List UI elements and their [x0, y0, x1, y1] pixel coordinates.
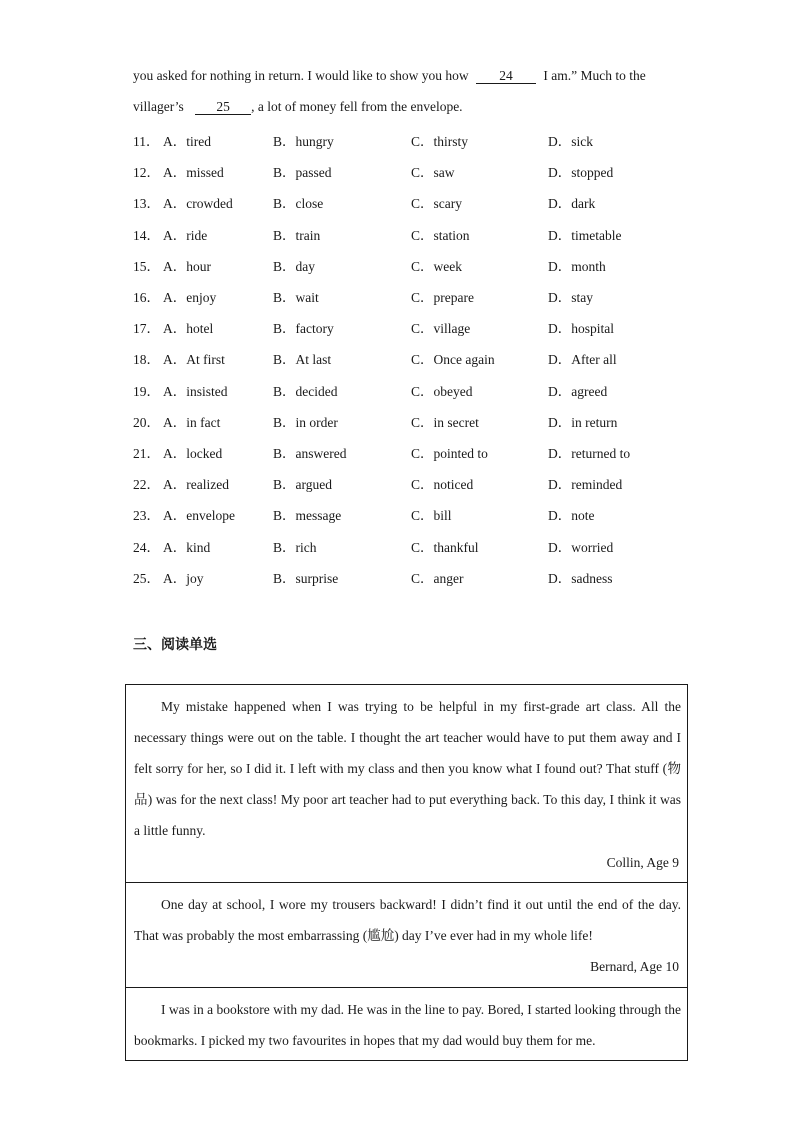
story-box-3	[125, 987, 688, 1061]
option-b[interactable]: B．surprise	[273, 571, 339, 586]
question-number: 23．	[133, 508, 160, 523]
question-20	[133, 411, 693, 431]
question-number: 17．	[133, 321, 160, 336]
option-c[interactable]: C．week	[411, 259, 462, 274]
option-b[interactable]: B．train	[273, 228, 321, 243]
option-c[interactable]: C．thankful	[411, 540, 479, 555]
passage-line-2	[133, 99, 463, 115]
story-signature: Bernard, Age 10	[590, 959, 679, 974]
option-d[interactable]: D．stay	[548, 290, 593, 305]
question-13	[133, 192, 693, 212]
story-text	[134, 994, 681, 1056]
option-b[interactable]: B．At last	[273, 352, 332, 367]
option-a[interactable]: A．insisted	[163, 384, 228, 399]
question-14	[133, 224, 693, 244]
option-c[interactable]: C．Once again	[411, 352, 495, 367]
story-paragraph: One day at school, I wore my trousers backward! I didn’t find it out until the end of the day. That was probably the most embarrassing (尴尬) day I’ve ever had in my whole life!	[134, 897, 681, 943]
option-c[interactable]: C．pointed to	[411, 446, 488, 461]
question-number: 24．	[133, 540, 160, 555]
option-d[interactable]: D．dark	[548, 196, 596, 211]
option-d[interactable]: D．reminded	[548, 477, 623, 492]
option-d[interactable]: D．After all	[548, 352, 617, 367]
question-number: 19．	[133, 384, 160, 399]
question-number: 16．	[133, 290, 160, 305]
option-c[interactable]: C．in secret	[411, 415, 479, 430]
option-d[interactable]: D．agreed	[548, 384, 608, 399]
option-c[interactable]: C．saw	[411, 165, 455, 180]
question-15	[133, 255, 693, 275]
option-d[interactable]: D．sick	[548, 134, 593, 149]
question-number: 18．	[133, 352, 160, 367]
option-a[interactable]: A．tired	[163, 134, 211, 149]
question-18	[133, 348, 693, 368]
passage-text: , a lot of money fell from the envelope.	[251, 99, 463, 114]
question-number: 25．	[133, 571, 160, 586]
question-17	[133, 317, 693, 337]
option-c[interactable]: C．scary	[411, 196, 462, 211]
option-a[interactable]: A．in fact	[163, 415, 221, 430]
option-a[interactable]: A．missed	[163, 165, 224, 180]
option-d[interactable]: D．hospital	[548, 321, 614, 336]
option-b[interactable]: B．wait	[273, 290, 319, 305]
question-19	[133, 380, 693, 400]
story-box-2	[125, 882, 688, 988]
option-d[interactable]: D．returned to	[548, 446, 631, 461]
option-b[interactable]: B．answered	[273, 446, 347, 461]
option-c[interactable]: C．thirsty	[411, 134, 469, 149]
passage-text: you asked for nothing in return. I would like to show you how	[133, 68, 469, 83]
option-c[interactable]: C．anger	[411, 571, 464, 586]
option-a[interactable]: A．locked	[163, 446, 223, 461]
story-paragraph: I was in a bookstore with my dad. He was in the line to pay. Bored, I started looking through the bookmarks. I picked my two favourites in hopes that my dad would buy them for me.	[134, 1002, 681, 1048]
blank-25: 25	[195, 100, 251, 115]
story-text	[134, 889, 681, 951]
option-a[interactable]: A．enjoy	[163, 290, 217, 305]
option-b[interactable]: B．day	[273, 259, 315, 274]
option-d[interactable]: D．worried	[548, 540, 614, 555]
option-c[interactable]: C．village	[411, 321, 471, 336]
question-number: 11．	[133, 134, 160, 149]
option-a[interactable]: A．ride	[163, 228, 208, 243]
option-c[interactable]: C．prepare	[411, 290, 474, 305]
passage-line-1	[133, 68, 646, 84]
option-d[interactable]: D．sadness	[548, 571, 613, 586]
option-c[interactable]: C．bill	[411, 508, 452, 523]
option-a[interactable]: A．hotel	[163, 321, 214, 336]
option-c[interactable]: C．noticed	[411, 477, 474, 492]
option-b[interactable]: B．passed	[273, 165, 332, 180]
blank-24: 24	[476, 69, 536, 84]
story-box-1	[125, 684, 688, 883]
option-b[interactable]: B．in order	[273, 415, 338, 430]
option-b[interactable]: B．decided	[273, 384, 338, 399]
option-c[interactable]: C．station	[411, 228, 470, 243]
passage-text: villager’s	[133, 99, 184, 114]
option-b[interactable]: B．rich	[273, 540, 317, 555]
option-c[interactable]: C．obeyed	[411, 384, 473, 399]
question-24	[133, 536, 693, 556]
option-d[interactable]: D．note	[548, 508, 595, 523]
option-b[interactable]: B．factory	[273, 321, 334, 336]
question-25	[133, 567, 693, 587]
question-number: 13．	[133, 196, 160, 211]
option-b[interactable]: B．message	[273, 508, 342, 523]
option-b[interactable]: B．argued	[273, 477, 332, 492]
question-21	[133, 442, 693, 462]
question-22	[133, 473, 693, 493]
option-a[interactable]: A．crowded	[163, 196, 233, 211]
passage-text: I am.” Much to the	[543, 68, 646, 83]
question-number: 14．	[133, 228, 160, 243]
option-a[interactable]: A．hour	[163, 259, 211, 274]
option-a[interactable]: A．kind	[163, 540, 211, 555]
question-number: 21．	[133, 446, 160, 461]
option-a[interactable]: A．joy	[163, 571, 204, 586]
question-number: 22．	[133, 477, 160, 492]
question-23	[133, 504, 693, 524]
option-b[interactable]: B．close	[273, 196, 324, 211]
question-16	[133, 286, 693, 306]
story-signature: Collin, Age 9	[606, 855, 679, 870]
option-d[interactable]: D．in return	[548, 415, 618, 430]
option-d[interactable]: D．month	[548, 259, 606, 274]
story-paragraph: My mistake happened when I was trying to be helpful in my first-grade art class. All the necessary things were out on the table. I thought the art teacher would have to put them away and I felt sorry for her, so I did it. I left with my class and then you know what I found out? That stuff (物品) was for the next class! My poor art teacher had to put everything back. To this day, I think it was a little funny.	[134, 699, 681, 838]
story-text	[134, 691, 681, 846]
question-number: 12．	[133, 165, 160, 180]
question-12	[133, 161, 693, 181]
option-d[interactable]: D．timetable	[548, 228, 622, 243]
option-d[interactable]: D．stopped	[548, 165, 614, 180]
option-a[interactable]: A．realized	[163, 477, 229, 492]
option-a[interactable]: A．envelope	[163, 508, 235, 523]
question-number: 20．	[133, 415, 160, 430]
option-b[interactable]: B．hungry	[273, 134, 334, 149]
question-number: 15．	[133, 259, 160, 274]
question-11	[133, 130, 693, 150]
option-a[interactable]: A．At first	[163, 352, 225, 367]
section-title: 三、阅读单选	[133, 637, 217, 653]
